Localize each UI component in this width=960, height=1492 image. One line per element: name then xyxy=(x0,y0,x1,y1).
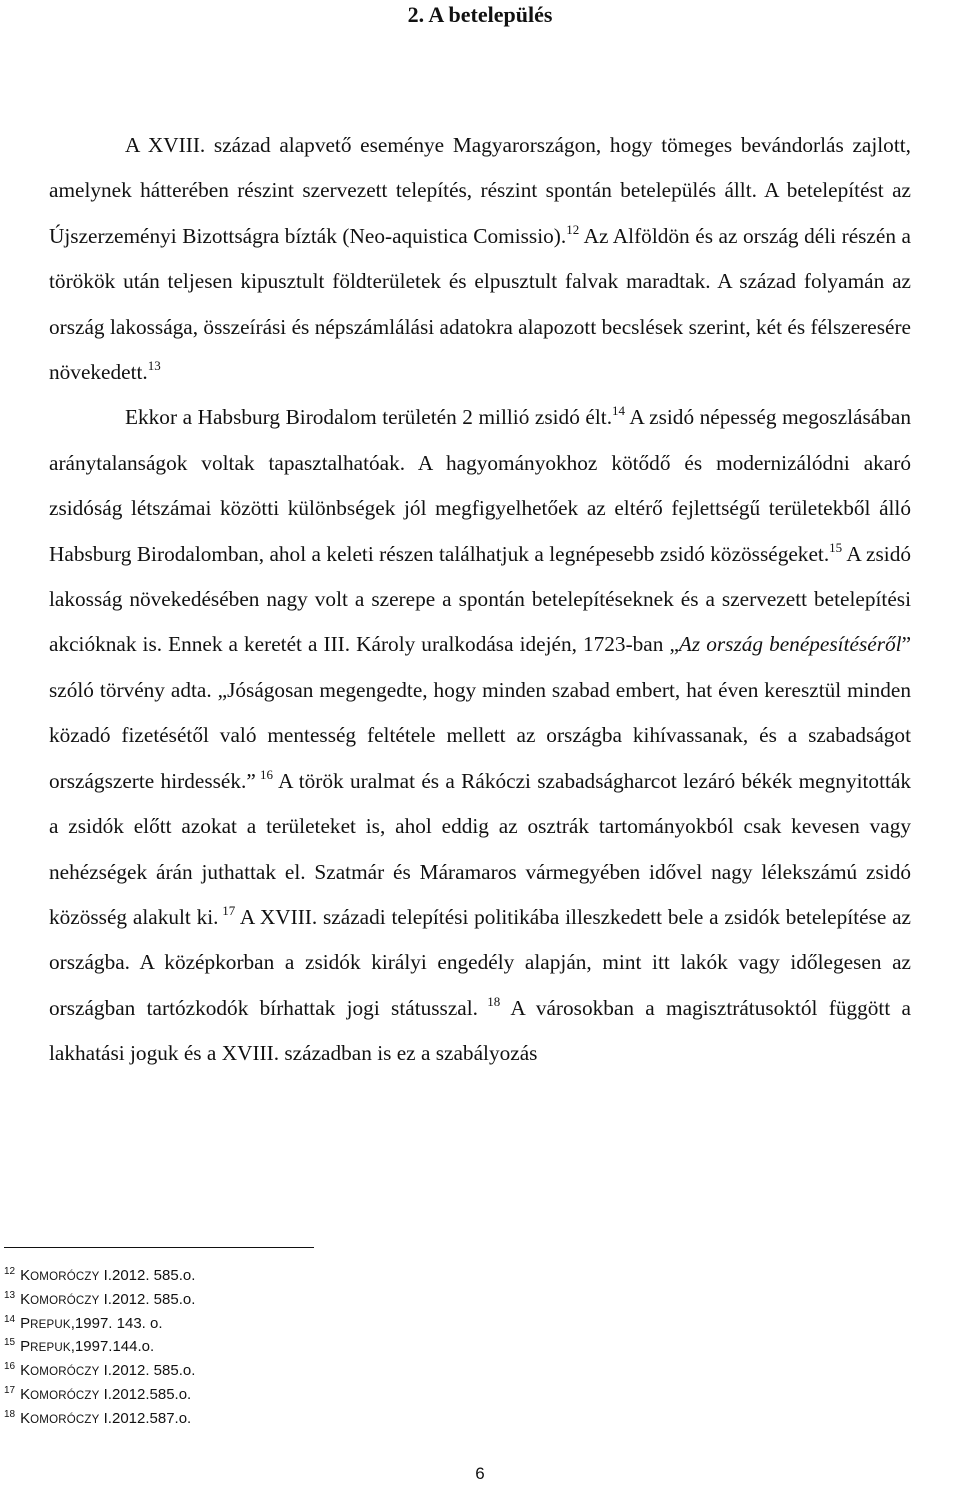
author-initial: K xyxy=(20,1385,31,1403)
author-rest: REPUK xyxy=(30,1318,71,1331)
text-run: A zsidó népesség megoszlásában aránytalanságok voltak tapasztalhatóak. A hagyományokhoz kötődő és modernizálódni akaró zsidóság létszámai közötti különbségek jól megfigyelhetőek az eltérő fejlettségű területekből álló Habsburg Birodalomban, ahol a keleti részen találhatjuk a legnépesebb zsidó közösségeket. xyxy=(49,405,911,566)
footnote-ref: 15 xyxy=(829,539,843,555)
paragraph-2 xyxy=(49,395,911,1076)
citation-detail: ,1997. 143. o. xyxy=(70,1314,163,1332)
footnote-number: 16 xyxy=(4,1361,16,1373)
citation-detail: I.2012.587.o. xyxy=(99,1409,192,1427)
footnote-ref: 13 xyxy=(147,358,161,374)
author-rest: OMORÓCZY xyxy=(30,1389,100,1402)
page-number: 6 xyxy=(475,1464,485,1483)
footnote-item xyxy=(4,1289,195,1313)
footnote-item xyxy=(4,1360,195,1384)
document-page xyxy=(0,2,960,1492)
footnote-ref: 18 xyxy=(477,993,501,1009)
footnote-item xyxy=(4,1336,195,1360)
footnote-separator xyxy=(4,1247,314,1248)
section-heading: 2. A betelepülés xyxy=(407,2,553,27)
text-run: Ekkor a Habsburg Birodalom területén 2 millió zsidó élt. xyxy=(125,405,613,430)
author-initial: P xyxy=(20,1314,31,1332)
citation-detail: I.2012.585.o. xyxy=(99,1385,192,1403)
footnote-number: 18 xyxy=(4,1408,16,1420)
paragraph-1 xyxy=(49,123,911,395)
text-run: A XVIII. század alapvető eseménye Magyarországon, hogy tömeges bevándorlás zajlott, amelynek hátterében részint szervezett telepítés, részint spontán betelepülés állt. A betelepítést az Újszerzeményi Bizottságra bízták (Neo-aquistica Comissio). xyxy=(49,133,911,248)
author-rest: OMORÓCZY xyxy=(30,1366,100,1379)
citation-detail: ,1997.144.o. xyxy=(70,1338,155,1356)
author-initial: K xyxy=(20,1362,31,1380)
text-run: A török uralmat és a Rákóczi szabadságharcot lezáró békék megnyitották a zsidók előtt azokat a területeket is, ahol eddig az osztrák tartományokból csak kevesen vagy nehézségek árán juthattak el. Szatmár és Máramaros vármegyében idővel nagy lélekszámú zsidó közösség alakult ki. xyxy=(49,768,912,929)
footnote-ref: 12 xyxy=(566,221,580,237)
text-run: Az Alföldön és az ország déli részén a törökök után teljesen kipusztult földterületek és elpusztult falvak maradtak. A század folyamán az ország lakossága, összeírási és népszámlálási adatokra alapozott becslések szerint, két és félszeresére növekedett. xyxy=(49,223,911,385)
footnote-number: 12 xyxy=(4,1266,16,1277)
author-initial: K xyxy=(20,1409,31,1427)
footnote-number: 15 xyxy=(4,1337,16,1349)
citation-detail: I.2012. 585.o. xyxy=(99,1362,196,1380)
text-run: ” szóló törvény adta. „Jóságosan megengedte, hogy minden szabad embert, hat éven keresztül minden közadó fizetésétől való mentesség feltétele mellett az országba kihívassanak, és a szabadságot országszerte hirdessék.” xyxy=(49,632,912,793)
footnote-item xyxy=(4,1313,195,1337)
author-initial: K xyxy=(20,1267,31,1284)
italic-title: Az ország benépesítéséről xyxy=(678,632,902,657)
author-initial: P xyxy=(20,1338,31,1356)
author-initial: K xyxy=(20,1290,31,1308)
footnote-item xyxy=(4,1384,195,1408)
footnote-item xyxy=(4,1408,195,1432)
text-run: A városokban a magisztrátusoktól függött a lakhatási joguk és a XVIII. században is ez a szabályozás xyxy=(49,995,911,1066)
footnote-ref: 14 xyxy=(612,403,626,419)
author-rest: REPUK xyxy=(30,1342,71,1355)
citation-detail: I.2012. 585.o. xyxy=(99,1267,196,1284)
footnote-ref: 17 xyxy=(218,902,236,918)
footnote-ref: 16 xyxy=(255,766,274,782)
footnote-number: 14 xyxy=(4,1313,16,1325)
author-rest: OMORÓCZY xyxy=(30,1271,100,1283)
footnote-number: 17 xyxy=(4,1384,16,1396)
text-run: A XVIII. századi telepítési politikába illeszkedett bele a zsidók betelepítése az országba. A középkorban a zsidók királyi engedély alapján, mint itt lakók vagy időlegesen az országban tartózkodók bírhattak jogi státusszal. xyxy=(49,904,912,1020)
footnote-number: 13 xyxy=(4,1289,16,1301)
author-rest: OMORÓCZY xyxy=(30,1294,100,1307)
footnotes-list xyxy=(4,1265,195,1432)
footnote-item xyxy=(4,1265,195,1289)
citation-detail: I.2012. 585.o. xyxy=(99,1290,196,1308)
text-run: A zsidó lakosság növekedésében nagy volt a szerepe a spontán betelepítéseknek és a szervezett betelepítési akcióknak is. Ennek a keretét a III. Károly uralkodása idején, 1723-ban „ xyxy=(49,541,912,657)
author-rest: OMORÓCZY xyxy=(30,1413,100,1426)
